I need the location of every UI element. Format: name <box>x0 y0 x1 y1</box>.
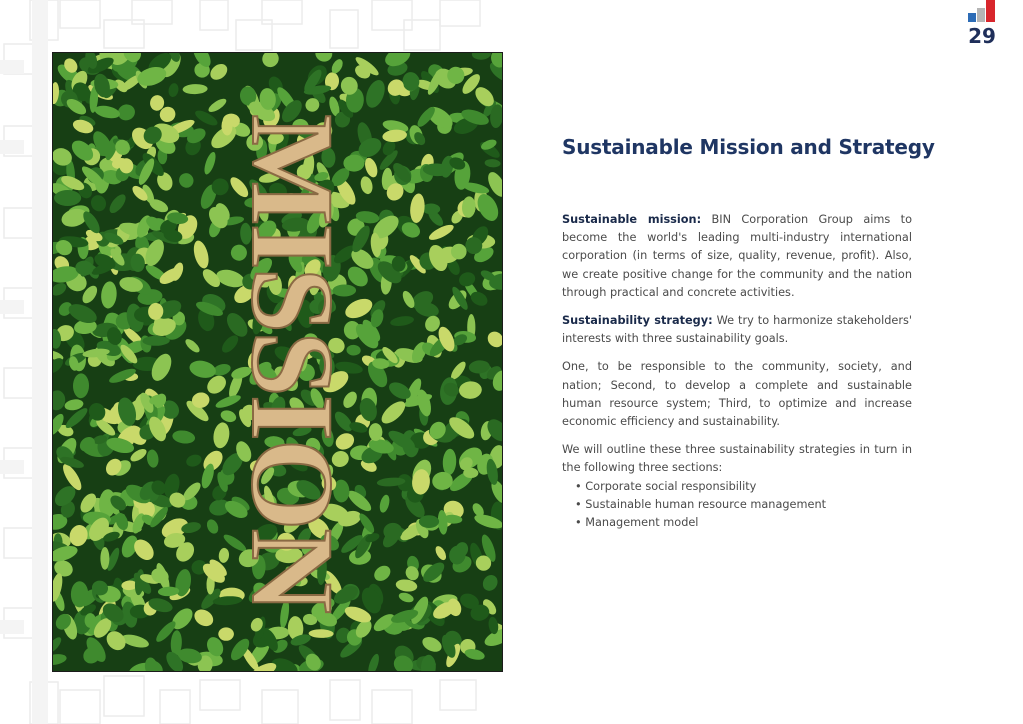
mission-paragraph <box>562 211 912 302</box>
leaf <box>419 515 439 528</box>
sections-list <box>562 478 912 533</box>
strategy-label: Sustainability strategy: <box>562 314 713 328</box>
strategy-paragraph <box>562 312 912 348</box>
mission-label: Sustainable mission: <box>562 213 702 226</box>
mission-leaves-photo <box>52 52 503 672</box>
body-text <box>562 211 912 532</box>
list-item: • Corporate social responsibility <box>575 478 912 496</box>
strategy-text: We try to harmonize stakeholders' interests with three sustainability goals. <box>562 314 912 346</box>
outline-intro: We will outline these three sustainability strategies in turn in the following three sections: <box>562 443 912 475</box>
mission-text: BIN Corporation Group aims to become the world's leading multi-industry international corporation (in terms of size, quality, revenue, profit). Also, we create positive change for the community and the nation through practical and concrete activities. <box>562 213 912 299</box>
company-logo-icon <box>967 0 997 24</box>
leaf <box>54 190 81 206</box>
list-item: • Management model <box>575 514 912 532</box>
goals-paragraph: One, to be responsible to the community, society, and nation; Second, to develop a complete and sustainable human resource system; Third, to optimize and increase economic efficiency and sustainability. <box>562 360 912 429</box>
page-number: 29 <box>968 24 996 48</box>
leaf <box>100 547 109 570</box>
mission-wood-letters: MISSION <box>227 114 358 612</box>
leaf <box>71 581 88 607</box>
leaf <box>218 627 234 640</box>
page-title: Sustainable Mission and Strategy <box>562 135 935 159</box>
list-item: • Sustainable human resource management <box>575 496 912 514</box>
